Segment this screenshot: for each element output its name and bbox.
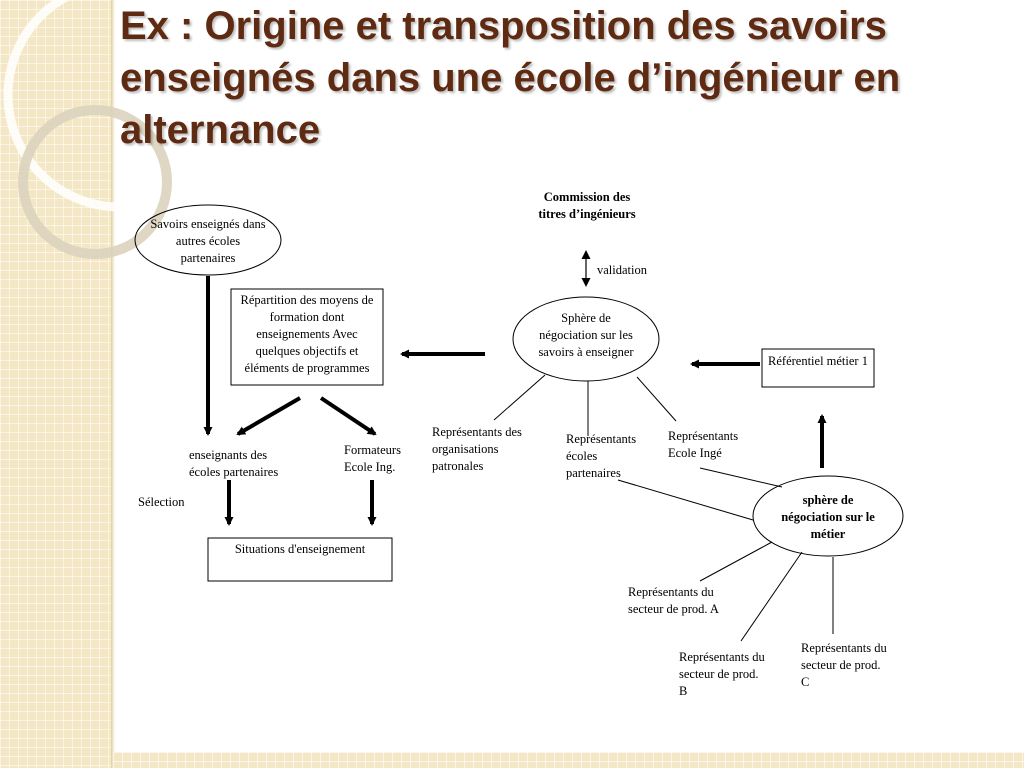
node-referentiel-metier: Référentiel métier 1 <box>768 354 868 368</box>
node-sphere-negociation-savoirs: Sphère de négociation sur les savoirs à enseigner <box>538 311 634 359</box>
node-rep-organisations-patronales: Représentants des organisations patronales <box>432 425 522 473</box>
link-metier-to-secteur-b <box>741 552 802 641</box>
node-rep-secteur-b: Représentants du secteur de prod. B <box>679 650 765 698</box>
link-savoirs-to-organisations <box>494 375 545 420</box>
link-metier-to-ecole-inge <box>700 468 782 487</box>
node-formateurs-ecole: Formateurs Ecole Ing. <box>344 443 401 474</box>
node-rep-secteur-a: Représentants du secteur de prod. A <box>628 585 719 616</box>
node-savoirs-autres-ecoles: Savoirs enseignés dans autres écoles partenaires <box>150 217 266 265</box>
label-selection: Sélection <box>138 495 185 509</box>
node-situations-enseignement: Situations d'enseignement <box>234 542 366 556</box>
arrow-repartition-to-formateurs <box>321 398 375 434</box>
link-metier-to-secteur-a <box>700 542 772 581</box>
link-metier-to-ecoles <box>618 480 753 520</box>
node-rep-secteur-c: Représentants du secteur de prod. C <box>801 641 887 689</box>
label-validation: validation <box>597 263 647 277</box>
node-repartition-moyens: Répartition des moyens de formation dont enseignements Avec quelques objectifs et éléments de programmes <box>240 293 374 375</box>
slide-title: Ex : Origine et transposition des savoirs enseignés dans une école d’ingénieur en alternance <box>120 4 901 152</box>
node-sphere-negociation-metier: sphère de négociation sur le métier <box>781 493 875 541</box>
node-commission-titres: Commission des titres d’ingénieurs <box>538 190 636 221</box>
link-savoirs-to-ecole-inge <box>637 377 676 421</box>
node-enseignants-ecoles: enseignants des écoles partenaires <box>189 448 279 479</box>
node-rep-ecole-inge: Représentants Ecole Ingé <box>668 429 739 460</box>
node-rep-ecoles-partenaires: Représentants écoles partenaires <box>566 432 637 480</box>
arrow-repartition-to-enseignants <box>238 398 300 434</box>
